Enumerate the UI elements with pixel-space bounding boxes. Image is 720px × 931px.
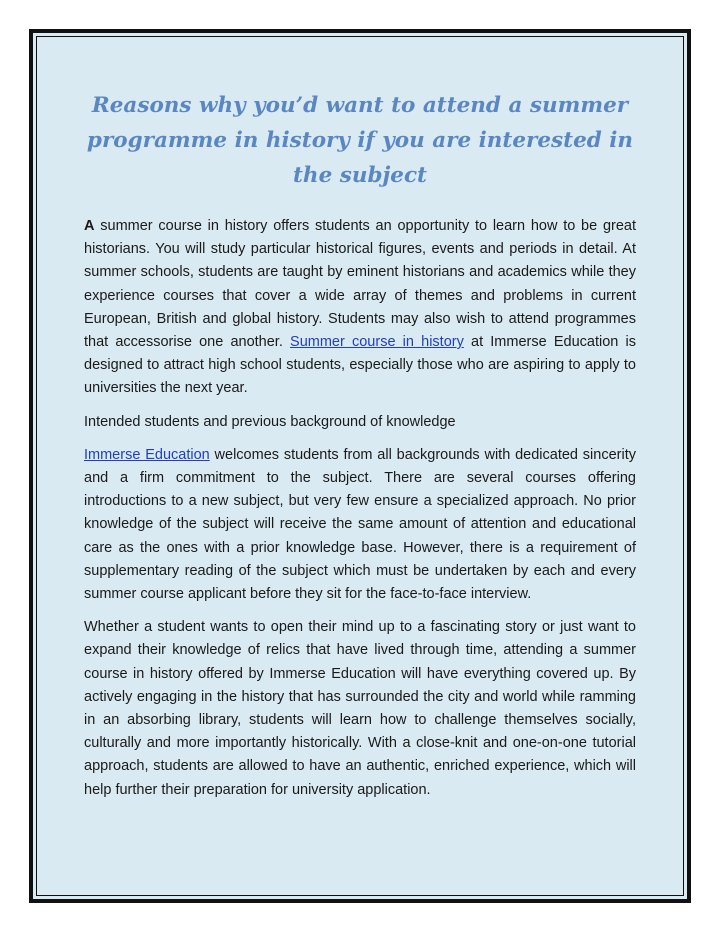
paragraph-experience: Whether a student wants to open their mind up to a fascinating story or just want to expand their knowledge of relics that have lived through time, attending a summer course in history offered by Immerse Education will have everything covered up. By actively engaging in the history that has surrounded the city and world while ramming in an absorbing library, students will learn how to challenge themselves socially, culturally and more importantly historically. With a close-knit and one-on-one tutorial approach, students are allowed to have an authentic, enriched experience, which will help further their preparation for university application. [84,619,636,798]
section-subheading: Intended students and previous background of knowledge [84,413,456,430]
document-content [84,88,636,812]
paragraph-students-text: welcomes students from all backgrounds with dedicated sincerity and a firm commitment to the subject. There are several courses offering introductions to a new subject, but very few ensure a specialized approach. No prior knowledge of the subject will receive the same amount of attention and educational care as the ones with a prior knowledge base. However, there is a requirement of supplementary reading of the subject which must be undertaken by each and every summer course applicant before they sit for the face-to-face interview. [84,446,636,603]
paragraph-intro [84,215,636,401]
paragraph-students [84,444,636,606]
summer-course-link[interactable]: Summer course in history [290,334,464,351]
document-title: Reasons why you’d want to attend a summer programme in history if you are interested in the subject [86,93,634,188]
immerse-education-link[interactable]: Immerse Education [84,446,210,463]
paragraph-intro-text: summer course in history offers students an opportunity to learn how to be great historians. You will study particular historical figures, events and periods in detail. At summer schools, students are taught by eminent historians and academics while they experience courses that cover a wide array of themes and problems in current European, British and global history. Students may also wish to attend programmes that accessorise one another. [84,218,636,351]
paragraph-lead-letter: A [84,218,95,234]
paragraph-intro-text-end: at Immerse Education is designed to attract high school students, especially those who are aspiring to apply to universities the next year. [84,334,636,397]
document-page [29,29,691,903]
